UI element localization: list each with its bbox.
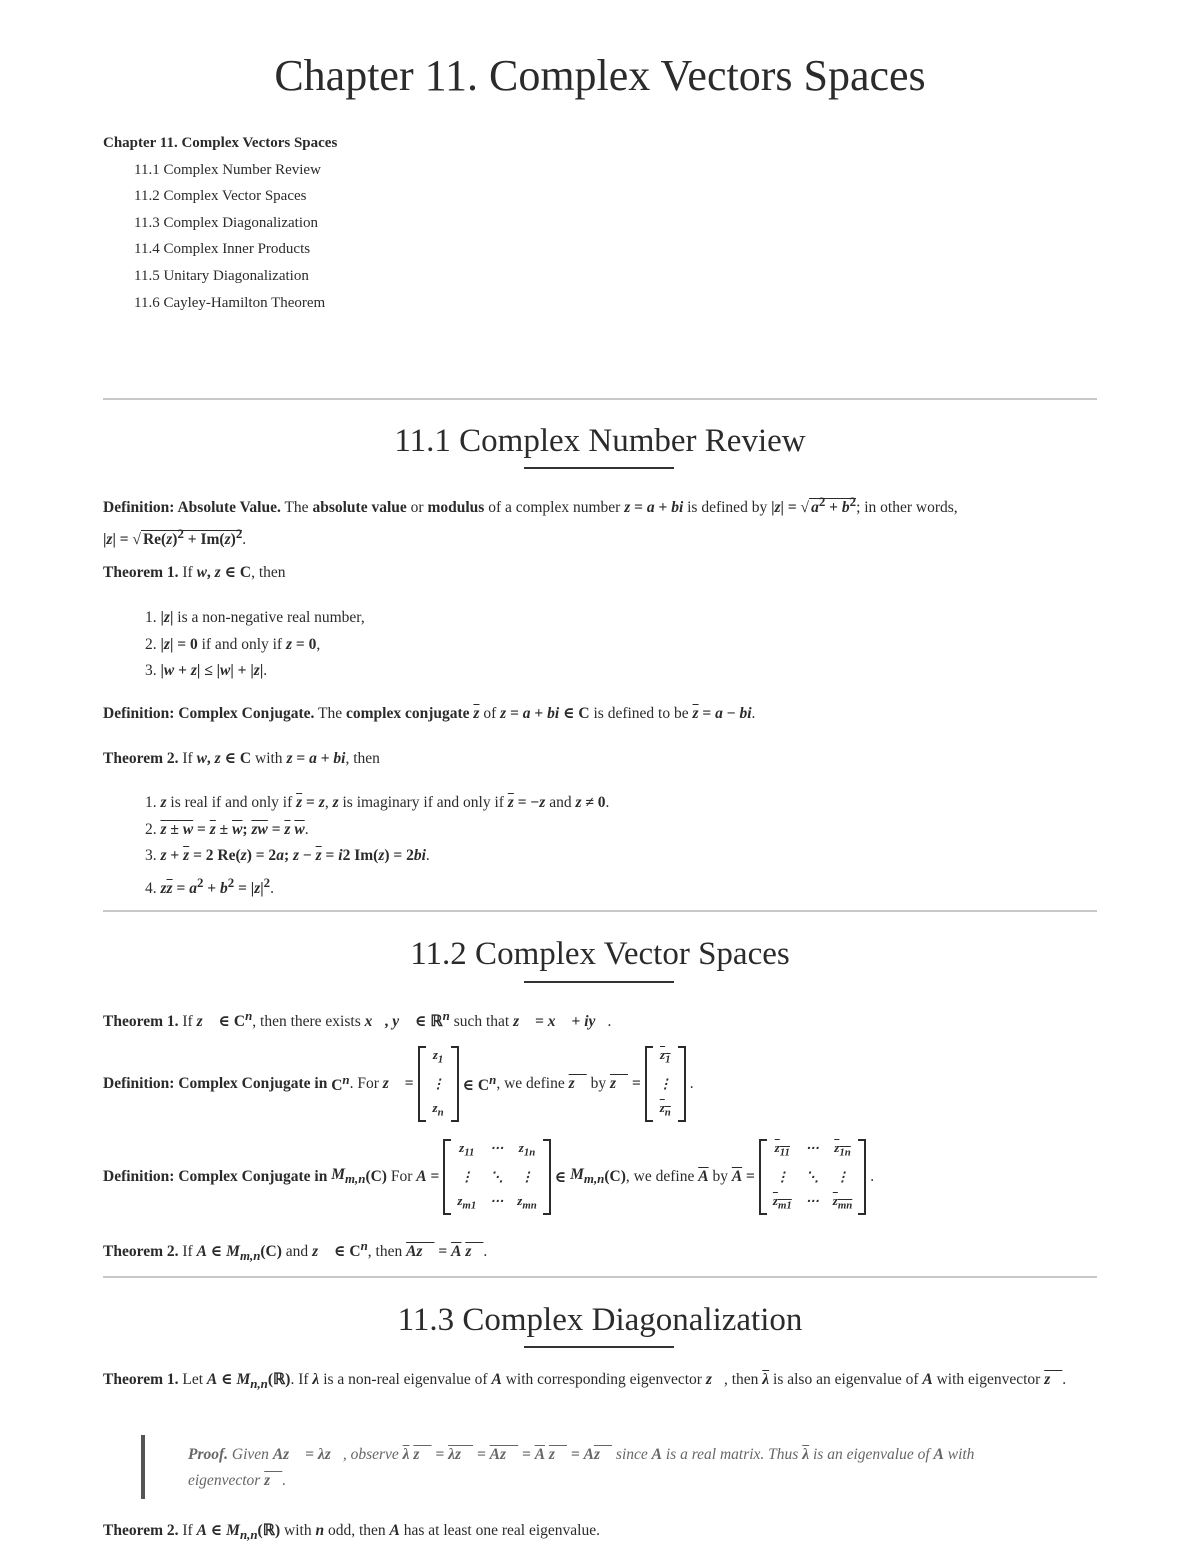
theorem-1-list — [145, 605, 365, 685]
list-item: 3. |w + z| ≤ |w| + |z|. — [145, 662, 268, 679]
theorem-label: Theorem 2. — [103, 1522, 179, 1539]
definition-absolute-value: Definition: Absolute Value. The absolute value or modulus of a complex number z = a + bi is defined by |z| = √ $a^2 + b^2$; in other words, |z| = √ $Re(z)^2 + Im(z)^2$. — [103, 494, 958, 549]
matrix-a: $z_{11}$ ⋯ $z_{1n}$ ⋮ ⋱ ⋮ $z_{m1}$ ⋯ $z_{mn}$ — [443, 1136, 550, 1217]
definition-label: Definition: Complex Conjugate in — [103, 1167, 328, 1185]
section-divider — [103, 910, 1097, 912]
toc-item[interactable]: 11.2 Complex Vector Spaces — [134, 188, 307, 205]
toc-item[interactable]: 11.3 Complex Diagonalization — [134, 214, 318, 231]
proof-label: Proof. — [188, 1446, 229, 1463]
list-item: 4. $z\overline{z} = a^2 + b^2 = |z|^2$. — [145, 874, 274, 897]
theorem-label: Theorem 1. — [103, 1013, 179, 1031]
toc-heading[interactable]: Chapter 11. Complex Vectors Spaces — [103, 135, 338, 151]
section-heading-11-1: 11.1 Complex Number Review — [394, 423, 806, 459]
toc-item[interactable]: 11.5 Unitary Diagonalization — [134, 267, 309, 284]
page-title: Chapter 11. Complex Vectors Spaces — [274, 51, 926, 100]
heading-underline — [524, 981, 674, 983]
heading-underline — [524, 467, 674, 469]
theorem-label: Theorem 2. — [103, 750, 179, 767]
toc-item[interactable]: 11.1 Complex Number Review — [134, 161, 321, 178]
section-divider — [103, 398, 1097, 400]
matrix-a-conjugate: $z_{11}$ ⋯ $z_{1n}$ ⋮ ⋱ ⋮ $z_{m1}$ ⋯ $z_{mn}$ — [759, 1136, 866, 1217]
definition-label: Definition: Absolute Value. — [103, 499, 281, 517]
section-heading-11-2: 11.2 Complex Vector Spaces — [410, 936, 790, 972]
definition-conjugate-cn: Definition: Complex Conjugate in $C^n$ . For z⃗ = $z_1$ ⋮ $z_n$ ∈ $C^n$ , we define z⃗ by z⃗ = $z_1$ ⋮ $z_n$ . — [103, 1043, 1103, 1124]
list-item: 2. $z \pm w = \overline{z} \pm \overline{w}$; $\overline{zw} = \overline{z}$ $\overline{w}$. — [145, 820, 309, 838]
vector-z-conjugate: $z_1$ ⋮ $z_n$ — [645, 1043, 686, 1124]
toc-item[interactable]: 11.6 Cayley-Hamilton Theorem — [134, 294, 326, 311]
table-of-contents — [103, 130, 337, 316]
list-item: 3. $z + \overline{z} = 2$ Re(z) = 2a; $z - \overline{z} = i2$ Im(z) = 2bi. — [145, 847, 430, 864]
proof-block: Proof. Given Az⃗ = λz⃗, observe $\overline{\lambda}$ z⃗ = λz⃗ = Az⃗ = $\overline{A}$ z⃗ = Az⃗ since A is a real matrix. Thus $\overline{\lambda}$ is an eigenvalue of A with eigenvector z⃗. — [188, 1446, 975, 1489]
theorem-label: Theorem 1. — [103, 564, 179, 581]
proof-bar — [141, 1435, 145, 1499]
heading-underline — [524, 1346, 674, 1348]
section-divider — [103, 1276, 1097, 1278]
theorem-2-11-2: Theorem 2. If A ∈ $M_{m,n}(C)$ and z⃗ ∈ $C^n$, then Az⃗ = $\overline{A}$ z⃗. — [103, 1238, 488, 1264]
list-item: 1. z is real if and only if $\overline{z} = z$, z is imaginary if and only if $\overline{z} = -z$ and z ≠ 0. — [145, 794, 610, 811]
theorem-1-11-1: Theorem 1. If w, z ∈ C, then — [103, 564, 286, 581]
theorem-2-11-1: Theorem 2. If w, z ∈ C with z = a + bi, then — [103, 750, 380, 767]
definition-complex-conjugate: Definition: Complex Conjugate. The complex conjugate $\overline{z}$ of z = a + bi ∈ C is defined to be $\overline{z} = a$ − bi. — [103, 705, 756, 722]
definition-label: Definition: Complex Conjugate in — [103, 1074, 328, 1092]
toc-item[interactable]: 11.4 Complex Inner Products — [134, 241, 311, 258]
theorem-2-11-3: Theorem 2. If A ∈ $M_{n,n}(ℝ)$ with n odd, then A has at least one real eigenvalue. — [103, 1522, 600, 1543]
theorem-1-11-2: Theorem 1. If z⃗ ∈ $C^n$, then there exists x⃗, y⃗ ∈ ℝ$^n$ such that z⃗ = x⃗ + iy⃗. — [103, 1008, 612, 1031]
theorem-label: Theorem 1. — [103, 1371, 179, 1388]
definition-label: Definition: Complex Conjugate. — [103, 705, 315, 722]
theorem-2-list — [145, 790, 609, 902]
vector-z: $z_1$ ⋮ $z_n$ — [418, 1043, 459, 1124]
theorem-label: Theorem 2. — [103, 1243, 179, 1261]
definition-conjugate-matrix: Definition: Complex Conjugate in $M_{m,n}$ (C) For A = $z_{11}$ ⋯ $z_{1n}$ ⋮ ⋱ ⋮ $z_{m1}$ ⋯ $z_{mn}$ ∈ $M_{m,n}$ (C) , we define $\overline{A}$ by $\overline{A}$ = $z_{11}$ ⋯ $z_{1n}$ ⋮ ⋱ ⋮ $z_{m1}$ ⋯ $z_{mn}$ . — [103, 1136, 1113, 1217]
section-heading-11-3: 11.3 Complex Diagonalization — [397, 1302, 803, 1338]
list-item: 1. |z| is a non-negative real number, — [145, 609, 365, 626]
theorem-1-11-3: Theorem 1. Let A ∈ $M_{n,n}(ℝ)$. If λ is a non-real eigenvalue of A with corresponding eigenvector z⃗, then $\overline{\lambda}$ is also an eigenvalue of A with eigenvector z⃗. — [103, 1371, 1067, 1392]
list-item: 2. |z| = 0 if and only if z = 0, — [145, 635, 321, 653]
